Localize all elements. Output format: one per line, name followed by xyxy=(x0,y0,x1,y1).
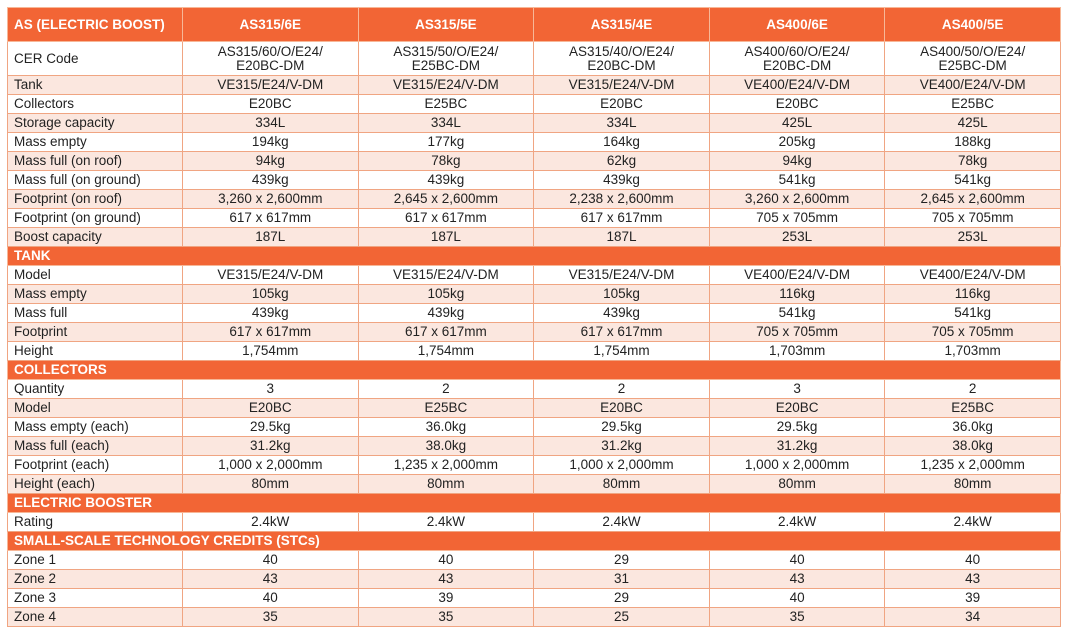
table-row xyxy=(8,228,1061,247)
header-row xyxy=(8,8,1061,42)
row-value: 1,000 x 2,000mm xyxy=(709,456,885,475)
row-value: 2 xyxy=(358,380,534,399)
table-row xyxy=(8,380,1061,399)
row-value: 40 xyxy=(709,589,885,608)
row-value: 2 xyxy=(885,380,1061,399)
row-value: VE400/E24/V-DM xyxy=(709,76,885,95)
row-value xyxy=(183,42,359,76)
row-value: 3,260 x 2,600mm xyxy=(709,190,885,209)
row-value: 205kg xyxy=(709,133,885,152)
model-header: AS315/5E xyxy=(358,8,534,42)
row-value: VE315/E24/V-DM xyxy=(534,76,710,95)
row-value: 425L xyxy=(709,114,885,133)
row-value-line: E20BC-DM xyxy=(587,57,656,73)
row-value: 439kg xyxy=(534,304,710,323)
section-title: COLLECTORS xyxy=(8,361,1061,380)
row-value: E20BC xyxy=(183,399,359,418)
row-value: E20BC xyxy=(534,95,710,114)
row-value: 31.2kg xyxy=(183,437,359,456)
row-value: 617 x 617mm xyxy=(534,323,710,342)
section-header-row xyxy=(8,247,1061,266)
row-value: E20BC xyxy=(534,399,710,418)
row-value: 38.0kg xyxy=(358,437,534,456)
row-value: 187L xyxy=(358,228,534,247)
row-label: Rating xyxy=(8,513,183,532)
row-value-line: E20BC-DM xyxy=(236,57,305,73)
table-row xyxy=(8,437,1061,456)
section-header-row xyxy=(8,494,1061,513)
row-value: 2,645 x 2,600mm xyxy=(358,190,534,209)
row-label: Boost capacity xyxy=(8,228,183,247)
row-value: 43 xyxy=(183,570,359,589)
table-body xyxy=(8,42,1061,627)
row-value: 334L xyxy=(534,114,710,133)
row-value: 43 xyxy=(358,570,534,589)
row-value: 40 xyxy=(183,551,359,570)
row-value: 78kg xyxy=(885,152,1061,171)
row-value: 617 x 617mm xyxy=(534,209,710,228)
row-value: 29.5kg xyxy=(183,418,359,437)
row-value: 31 xyxy=(534,570,710,589)
row-value-line: AS400/60/O/E24/ xyxy=(744,43,850,59)
table-row xyxy=(8,304,1061,323)
row-value: 1,754mm xyxy=(534,342,710,361)
section-header-row xyxy=(8,361,1061,380)
table-row xyxy=(8,76,1061,95)
row-value: 541kg xyxy=(709,304,885,323)
table-row xyxy=(8,266,1061,285)
row-label: Height (each) xyxy=(8,475,183,494)
row-value: 1,000 x 2,000mm xyxy=(534,456,710,475)
row-value: E25BC xyxy=(358,95,534,114)
table-row xyxy=(8,133,1061,152)
row-label: Footprint (each) xyxy=(8,456,183,475)
row-value: 2.4kW xyxy=(183,513,359,532)
row-value-line: AS315/50/O/E24/ xyxy=(393,43,499,59)
row-value: 35 xyxy=(358,608,534,627)
row-value: VE400/E24/V-DM xyxy=(709,266,885,285)
row-value: 38.0kg xyxy=(885,437,1061,456)
row-label: Mass empty xyxy=(8,285,183,304)
row-value: 25 xyxy=(534,608,710,627)
model-header: AS400/6E xyxy=(709,8,885,42)
table-title: AS (ELECTRIC BOOST) xyxy=(8,8,183,42)
row-value: VE400/E24/V-DM xyxy=(885,266,1061,285)
row-value: 36.0kg xyxy=(885,418,1061,437)
row-value: 1,703mm xyxy=(885,342,1061,361)
table-row xyxy=(8,608,1061,627)
row-value: 35 xyxy=(709,608,885,627)
row-value: 31.2kg xyxy=(709,437,885,456)
row-value: 31.2kg xyxy=(534,437,710,456)
spec-table-container xyxy=(7,7,1061,627)
row-value: 439kg xyxy=(183,171,359,190)
row-label: Height xyxy=(8,342,183,361)
row-value: 40 xyxy=(885,551,1061,570)
row-value: 334L xyxy=(183,114,359,133)
row-value: 2.4kW xyxy=(534,513,710,532)
row-value: 188kg xyxy=(885,133,1061,152)
row-value: VE315/E24/V-DM xyxy=(183,266,359,285)
row-value: 617 x 617mm xyxy=(358,209,534,228)
row-value: 3 xyxy=(709,380,885,399)
row-value: 705 x 705mm xyxy=(709,323,885,342)
table-row xyxy=(8,190,1061,209)
row-value: 425L xyxy=(885,114,1061,133)
row-value: 43 xyxy=(709,570,885,589)
section-header-row xyxy=(8,532,1061,551)
row-label: Footprint (on roof) xyxy=(8,190,183,209)
table-row xyxy=(8,95,1061,114)
row-label: Mass empty (each) xyxy=(8,418,183,437)
table-row xyxy=(8,551,1061,570)
row-value-line: E20BC-DM xyxy=(762,57,832,73)
table-row xyxy=(8,589,1061,608)
row-label: Mass full (each) xyxy=(8,437,183,456)
row-label: Mass full xyxy=(8,304,183,323)
row-value: 187L xyxy=(534,228,710,247)
row-value: 105kg xyxy=(358,285,534,304)
row-value: 164kg xyxy=(534,133,710,152)
row-value: 40 xyxy=(358,551,534,570)
table-row xyxy=(8,152,1061,171)
row-label: Footprint (on ground) xyxy=(8,209,183,228)
row-value xyxy=(358,42,534,76)
table-row xyxy=(8,418,1061,437)
row-value: 35 xyxy=(183,608,359,627)
spec-table xyxy=(7,7,1061,627)
row-value: 1,235 x 2,000mm xyxy=(885,456,1061,475)
row-value: 253L xyxy=(885,228,1061,247)
row-value: 439kg xyxy=(358,171,534,190)
row-value: 2.4kW xyxy=(709,513,885,532)
row-value: 705 x 705mm xyxy=(709,209,885,228)
row-value: 116kg xyxy=(709,285,885,304)
table-row xyxy=(8,342,1061,361)
row-label: Quantity xyxy=(8,380,183,399)
row-value: E20BC xyxy=(183,95,359,114)
row-value: E25BC xyxy=(885,95,1061,114)
row-value: VE315/E24/V-DM xyxy=(358,266,534,285)
row-value: 40 xyxy=(709,551,885,570)
row-value: 1,754mm xyxy=(358,342,534,361)
row-value: 334L xyxy=(358,114,534,133)
model-header: AS315/6E xyxy=(183,8,359,42)
row-value-line: AS315/60/O/E24/ xyxy=(217,43,323,59)
row-value: 2.4kW xyxy=(358,513,534,532)
row-value: 78kg xyxy=(358,152,534,171)
row-value: 705 x 705mm xyxy=(885,209,1061,228)
row-label: Model xyxy=(8,266,183,285)
row-value: 80mm xyxy=(885,475,1061,494)
row-label: Collectors xyxy=(8,95,183,114)
row-value: 80mm xyxy=(534,475,710,494)
row-value: 541kg xyxy=(885,171,1061,190)
row-value: 541kg xyxy=(709,171,885,190)
row-value: 177kg xyxy=(358,133,534,152)
row-value: 439kg xyxy=(534,171,710,190)
section-title: TANK xyxy=(8,247,1061,266)
row-value: VE315/E24/V-DM xyxy=(358,76,534,95)
row-value: 253L xyxy=(709,228,885,247)
row-value: E20BC xyxy=(709,399,885,418)
table-row xyxy=(8,399,1061,418)
row-value: 2.4kW xyxy=(885,513,1061,532)
row-value: 116kg xyxy=(885,285,1061,304)
table-row xyxy=(8,456,1061,475)
row-label: Tank xyxy=(8,76,183,95)
row-label: CER Code xyxy=(8,42,183,76)
row-value-line: AS315/40/O/E24/ xyxy=(568,43,675,59)
row-value: 94kg xyxy=(709,152,885,171)
row-value: 1,703mm xyxy=(709,342,885,361)
model-header: AS315/4E xyxy=(534,8,710,42)
row-value: 43 xyxy=(885,570,1061,589)
row-value-line: AS400/50/O/E24/ xyxy=(920,43,1026,59)
row-label: Mass full (on roof) xyxy=(8,152,183,171)
row-value: 94kg xyxy=(183,152,359,171)
table-row xyxy=(8,285,1061,304)
row-value: 36.0kg xyxy=(358,418,534,437)
row-value: VE400/E24/V-DM xyxy=(885,76,1061,95)
row-label: Zone 1 xyxy=(8,551,183,570)
row-value: 1,754mm xyxy=(183,342,359,361)
row-value: 34 xyxy=(885,608,1061,627)
row-value: 39 xyxy=(885,589,1061,608)
row-label: Mass full (on ground) xyxy=(8,171,183,190)
row-value xyxy=(534,42,710,76)
row-value: 3,260 x 2,600mm xyxy=(183,190,359,209)
row-label: Zone 3 xyxy=(8,589,183,608)
table-row xyxy=(8,42,1061,76)
row-value: VE315/E24/V-DM xyxy=(534,266,710,285)
row-value: 62kg xyxy=(534,152,710,171)
row-value: 2,238 x 2,600mm xyxy=(534,190,710,209)
row-value: 1,000 x 2,000mm xyxy=(183,456,359,475)
row-value: 29.5kg xyxy=(534,418,710,437)
row-value: 105kg xyxy=(534,285,710,304)
row-value: 80mm xyxy=(358,475,534,494)
row-value: 617 x 617mm xyxy=(183,209,359,228)
table-row xyxy=(8,209,1061,228)
row-value: 617 x 617mm xyxy=(358,323,534,342)
row-value: 439kg xyxy=(183,304,359,323)
row-value xyxy=(885,42,1061,76)
row-value: 187L xyxy=(183,228,359,247)
table-row xyxy=(8,475,1061,494)
row-label: Mass empty xyxy=(8,133,183,152)
model-header: AS400/5E xyxy=(885,8,1061,42)
row-value: VE315/E24/V-DM xyxy=(183,76,359,95)
row-value: 29 xyxy=(534,551,710,570)
row-value: 439kg xyxy=(358,304,534,323)
row-value: E25BC xyxy=(885,399,1061,418)
row-label: Storage capacity xyxy=(8,114,183,133)
row-value: 2,645 x 2,600mm xyxy=(885,190,1061,209)
row-value: 2 xyxy=(534,380,710,399)
section-title: ELECTRIC BOOSTER xyxy=(8,494,1061,513)
table-row xyxy=(8,323,1061,342)
row-value: 39 xyxy=(358,589,534,608)
section-title: SMALL-SCALE TECHNOLOGY CREDITS (STCs) xyxy=(8,532,1061,551)
row-value: 3 xyxy=(183,380,359,399)
row-value: E20BC xyxy=(709,95,885,114)
table-row xyxy=(8,171,1061,190)
row-value xyxy=(709,42,885,76)
row-value: 617 x 617mm xyxy=(183,323,359,342)
row-label: Model xyxy=(8,399,183,418)
table-row xyxy=(8,570,1061,589)
row-value: 705 x 705mm xyxy=(885,323,1061,342)
row-value: 541kg xyxy=(885,304,1061,323)
table-row xyxy=(8,513,1061,532)
row-value: 80mm xyxy=(709,475,885,494)
row-value: E25BC xyxy=(358,399,534,418)
row-label: Zone 4 xyxy=(8,608,183,627)
row-value: 40 xyxy=(183,589,359,608)
row-value: 1,235 x 2,000mm xyxy=(358,456,534,475)
row-value: 29 xyxy=(534,589,710,608)
row-label: Footprint xyxy=(8,323,183,342)
row-value: 105kg xyxy=(183,285,359,304)
row-label: Zone 2 xyxy=(8,570,183,589)
row-value-line: E25BC-DM xyxy=(938,57,1007,73)
row-value: 80mm xyxy=(183,475,359,494)
row-value: 194kg xyxy=(183,133,359,152)
row-value: 29.5kg xyxy=(709,418,885,437)
table-row xyxy=(8,114,1061,133)
row-value-line: E25BC-DM xyxy=(411,57,481,73)
